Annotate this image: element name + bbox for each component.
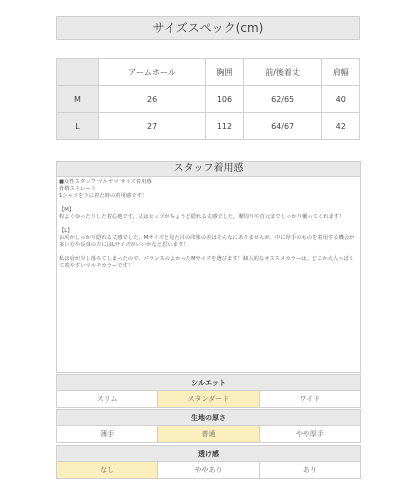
table-cell: 40 [322,86,360,113]
rating-option: ワイド [299,395,321,403]
size-spec-corner-cell [57,59,99,86]
table-cell: 42 [322,113,360,140]
table-row [57,113,360,140]
rating-sheerness-options [56,462,361,479]
rating-silhouette-options [56,391,361,408]
rating-option-selected: なし [57,462,158,478]
size-spec-header-row [57,59,360,86]
rating-option-selected: スタンダード [158,391,259,407]
table-row [57,86,360,113]
rating-thickness [56,409,361,443]
size-label: M [57,86,99,113]
table-cell: 26 [99,86,206,113]
rating-option: やや厚手 [295,430,324,438]
table-cell: 62/65 [243,86,322,113]
rating-thickness-label: 生地の厚さ [56,409,361,426]
rating-option: スリム [57,391,158,407]
size-spec-title: サイズスペック(cm) [56,16,360,40]
column-header-chest: 胸囲 [206,59,244,86]
staff-impression-text: ■女性スタッフ マルヤマ サイズ着用感 骨格ストレート 1シャツを下に着た時の着用感です！ 【M】 程よくゆったりした着心地です。丈はヒップがちょうど隠れる丈感でした。腰周りや首元までしっかり覆ってくれます！ 【L】 お尻がしっかり隠れる丈感でした。Mサイズと見た目の印象の差はそんなにありませんが、中に厚手のものを着用する機会が多い方や長身の方にはLサイズがいいかなと思います！ 私は肩が少し落ちてしまったので、バランスのよかったMサイズを選びます！個人的なオススメカラーは、どこか大人っぽくて着やすいマルチカラーです！ [59,179,355,269]
column-header-shoulder: 肩幅 [322,59,360,86]
size-spec-table [56,58,360,140]
rating-option-selected: 普通 [158,426,259,442]
column-header-armhole: アームホール [99,59,206,86]
rating-option: ややあり [158,462,259,478]
table-cell: 112 [206,113,244,140]
table-cell: 106 [206,86,244,113]
rating-sheerness-label: 透け感 [56,445,361,462]
table-cell: 27 [99,113,206,140]
rating-sheerness [56,445,361,479]
staff-impression-box [56,161,361,373]
rating-thickness-options [56,426,361,443]
rating-option: あり [302,466,317,474]
column-header-length: 前/後着丈 [243,59,322,86]
table-cell: 64/67 [243,113,322,140]
rating-silhouette [56,374,361,408]
rating-option: 薄手 [57,426,158,442]
rating-silhouette-label: シルエット [56,374,361,391]
staff-impression-title: スタッフ着用感 [57,162,360,177]
size-label: L [57,113,99,140]
